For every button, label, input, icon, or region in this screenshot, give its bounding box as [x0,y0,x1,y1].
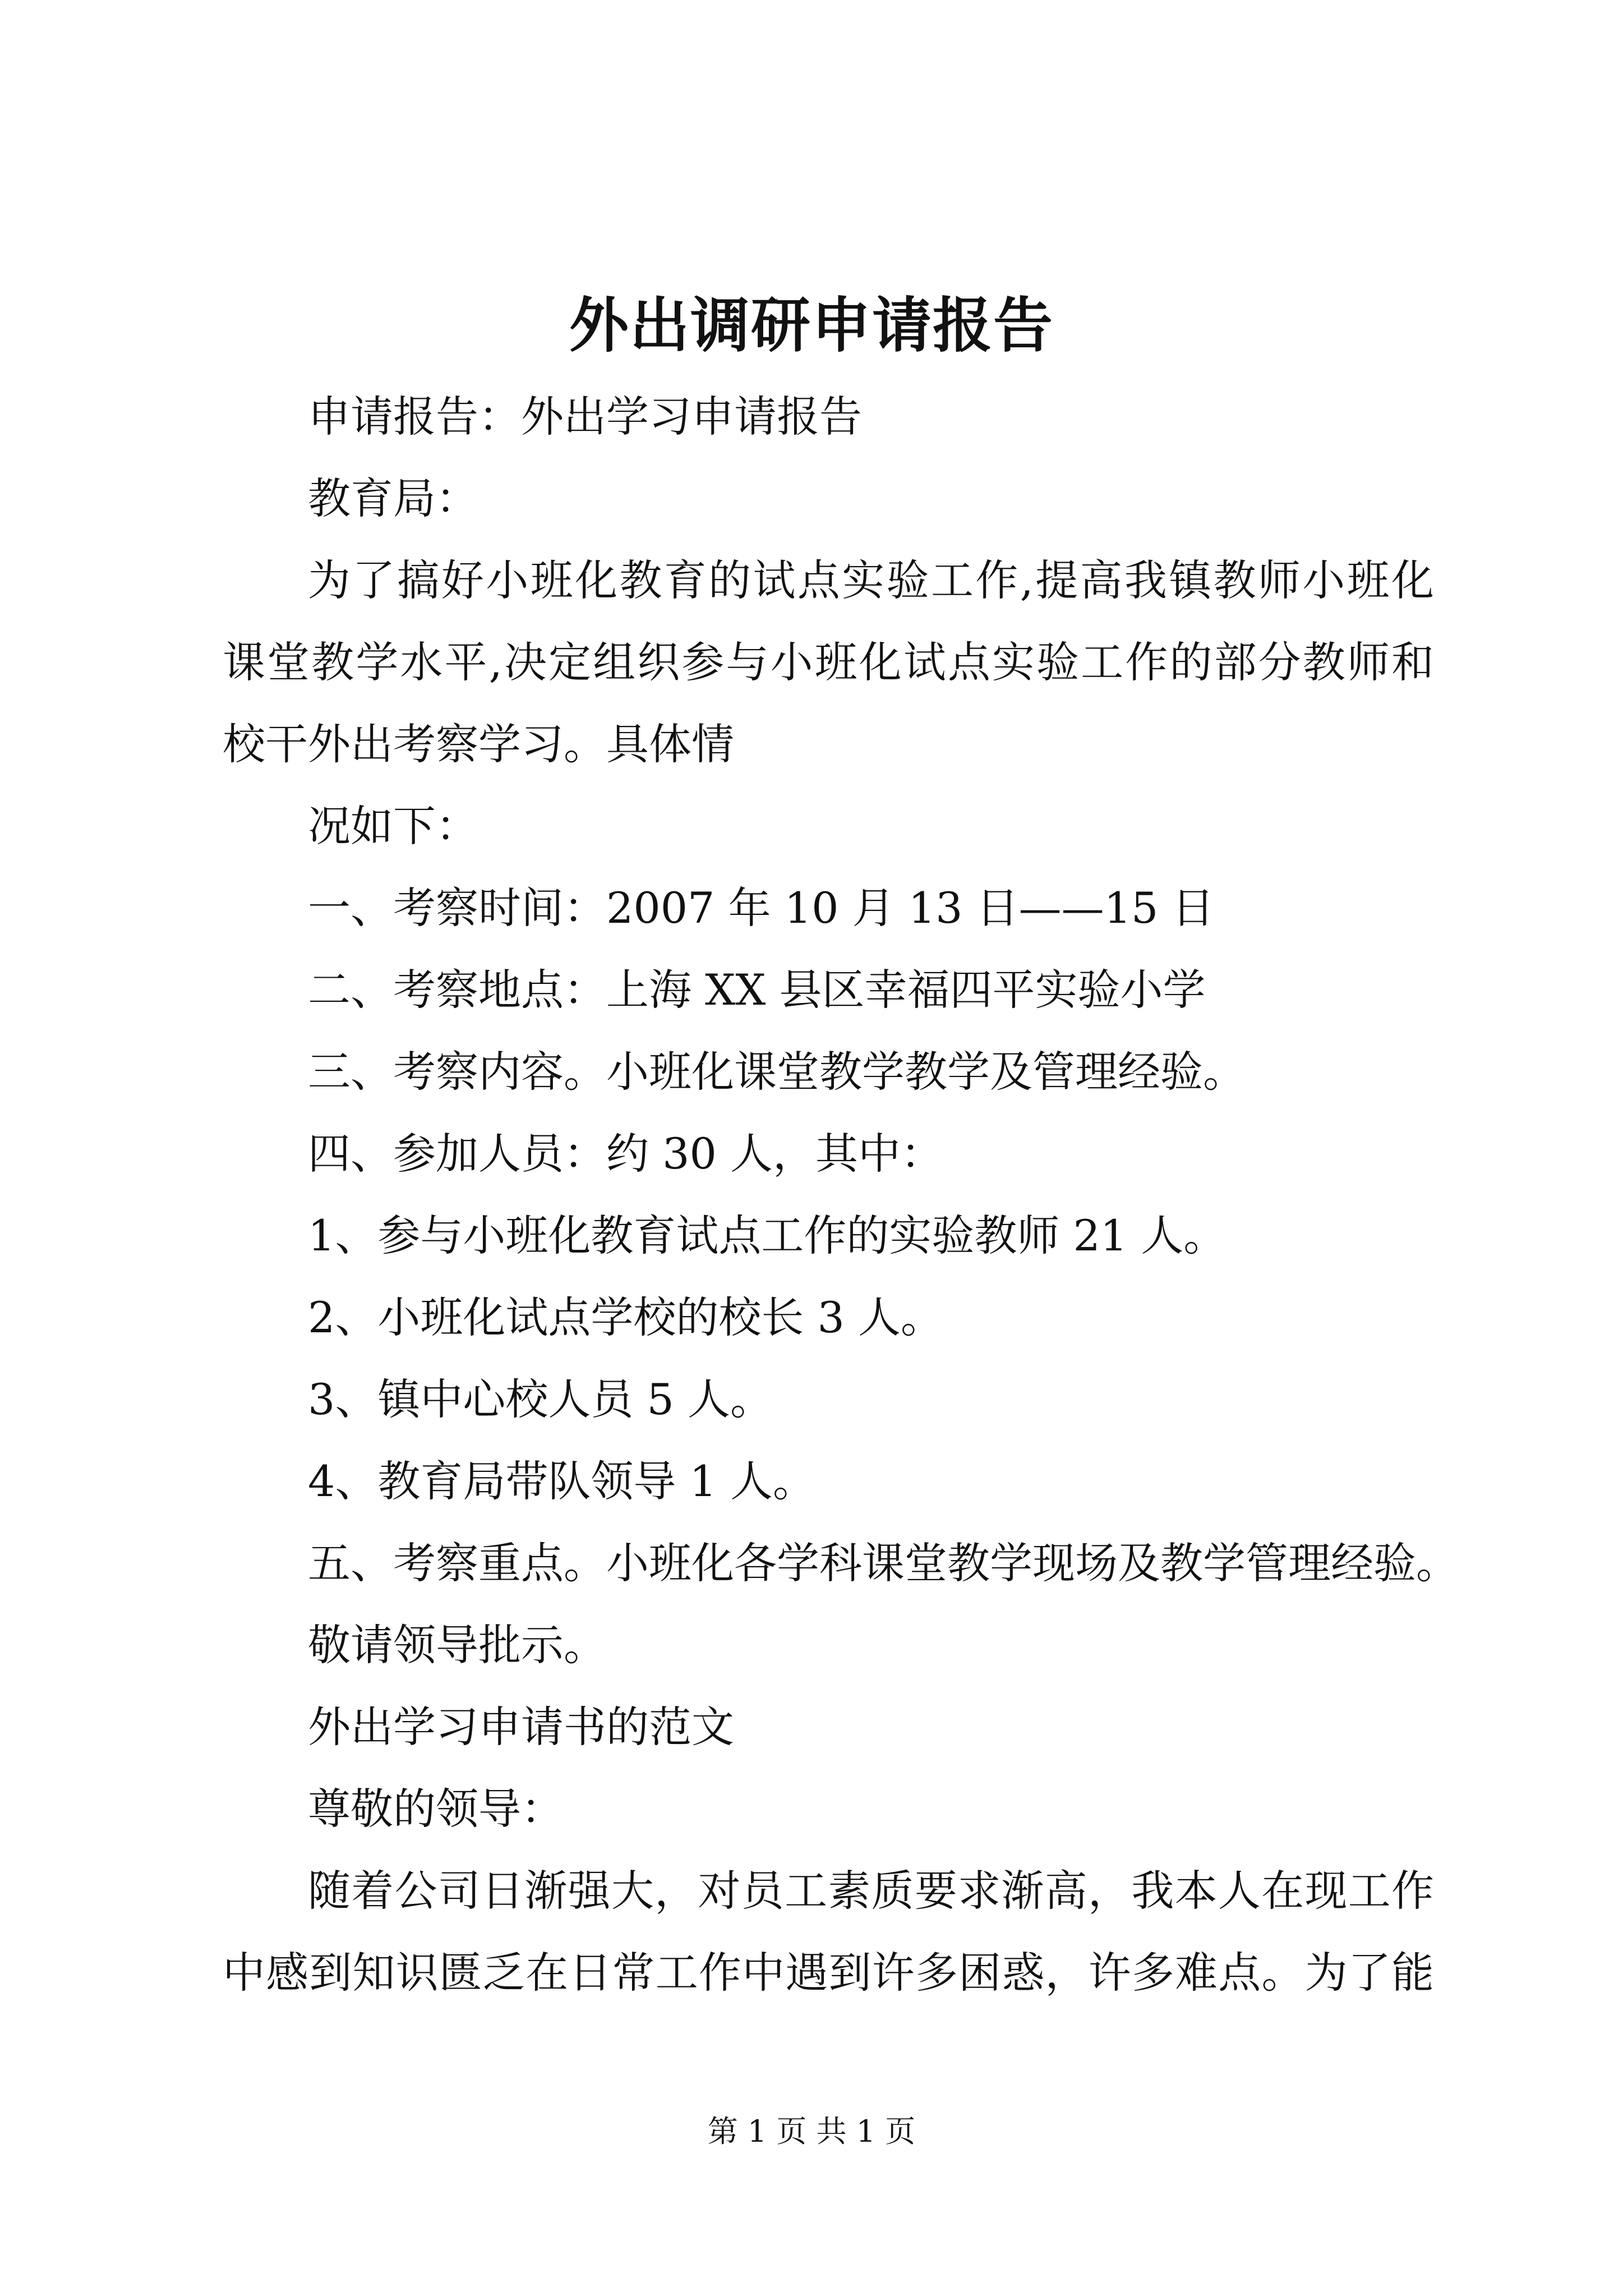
body-line-3: 为了搞好小班化教育的试点实验工作,提高我镇教师小班化 [308,555,1434,605]
body-line-2: 教育局： [308,473,478,523]
body-line-20: 中感到知识匮乏在日常工作中遇到许多困惑，许多难点。为了能 [223,1948,1434,1998]
body-line-15: 五、考察重点。小班化各学科课堂教学现场及教学管理经验。 [308,1538,1459,1588]
body-line-4: 课堂教学水平,决定组织参与小班化试点实验工作的部分教师和 [223,637,1434,687]
body-line-13: 3、镇中心校人员 5 人。 [308,1374,773,1424]
body-line-12: 2、小班化试点学校的校长 3 人。 [308,1292,944,1342]
body-line-9: 三、考察内容。小班化课堂教学教学及管理经验。 [308,1047,1246,1097]
document-body [223,376,1459,2014]
body-line-19: 随着公司日渐强大，对员工素质要求渐高，我本人在现工作 [308,1866,1434,1916]
body-line-1: 申请报告：外出学习申请报告 [308,392,862,441]
body-line-18: 尊敬的领导： [308,1784,564,1834]
body-line-14: 4、教育局带队领导 1 人。 [308,1456,816,1506]
document-title: 外出调研申请报告 [569,290,1054,360]
body-line-7: 一、考察时间：2007 年 10 月 13 日——15 日 [308,883,1215,933]
body-line-8: 二、考察地点：上海 XX 县区幸福四平实验小学 [308,965,1206,1015]
body-line-5: 校干外出考察学习。具体情 [223,719,734,769]
page-footer: 第 1 页 共 1 页 [707,2114,916,2149]
body-line-6: 况如下： [308,801,478,851]
body-line-11: 1、参与小班化教育试点工作的实验教师 21 人。 [308,1211,1227,1260]
body-line-17: 外出学习申请书的范文 [308,1702,734,1752]
body-line-16: 敬请领导批示。 [308,1620,606,1670]
body-line-10: 四、参加人员：约 30 人，其中： [308,1129,944,1179]
